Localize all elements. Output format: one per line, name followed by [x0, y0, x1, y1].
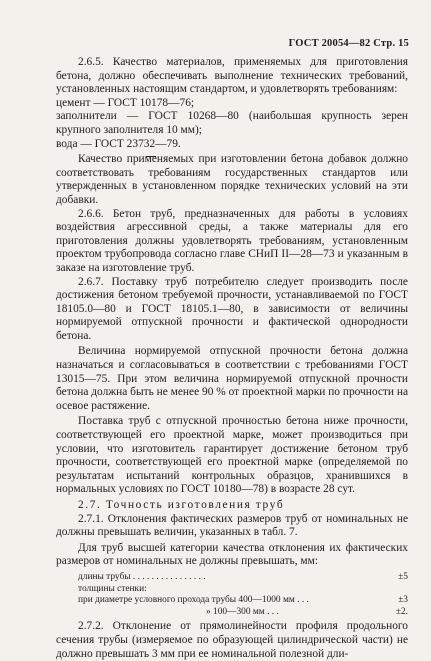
- tolerance-label: длины трубы . . . . . . . . . . . . . . . .: [78, 571, 206, 582]
- section-heading-2-7: 2.7. Точность изготовления труб: [78, 499, 285, 511]
- tolerance-label: » 100—300 мм . . .: [206, 606, 279, 617]
- tolerance-value: ±2.: [395, 606, 408, 617]
- paragraph-2-6-7: 2.6.7. Поставку труб потребителю следует производить после достижения бетоном требуемой прочности, устанавливаемой по ГОСТ 18105.0—80 и ГОСТ 18105.1—80, в зависимости от величины нормируемой отпускной прочности и фактической однородности бетона.: [56, 275, 408, 342]
- paragraph-2-7-2: 2.7.2. Отклонение от прямолинейности профиля продольного сечения трубы (измеряемое по образующей цилиндрической части) не должно превышать 3 мм при ее номинальной полезной дли-: [56, 620, 408, 660]
- paragraph-2-6-6: 2.6.6. Бетон труб, предназначенных для работы в условиях воздействия агрессивной среды, а также материалы для его приготовления должны удовлетворять требованиям, установленным проектом трубопровода согласно главе СНиП II—28—73 и указанным в заказе на изготовление труб.: [56, 207, 408, 274]
- tolerance-label: толщины стенки:: [78, 583, 147, 594]
- paragraph-top-category: Для труб высшей категории качества отклонения их фактических размеров от номинальных не должны превышать, мм:: [56, 541, 408, 568]
- document-body: [56, 56, 408, 661]
- tolerance-row: [56, 584, 408, 596]
- scan-mark: [146, 156, 156, 157]
- paragraph-additives: Качество применяемых при изготовлении бетона добавок должно соответствовать требованиям государственных стандартов или утвержденных в установленном порядке технических условий на эти добавки.: [56, 153, 408, 206]
- tolerance-label: при диаметре условного прохода трубы 400—1000 мм . . .: [78, 595, 309, 606]
- tolerance-list: [56, 572, 408, 618]
- paragraph-delivery: Поставка труб с отпускной прочностью бетона ниже прочности, соответствующей его проектной марке, может производиться при условии, что изготовитель гарантирует достижение бетоном труб прочности, соответствующей его проектной марке (определяемой по результатам испытаний контрольных образцов, хранившихся в нормальных условиях по ГОСТ 10180—78) в возрасте 28 сут.: [56, 415, 408, 496]
- tolerance-value: ±3: [398, 595, 408, 606]
- tolerance-row: [56, 595, 408, 607]
- paragraph-release-strength: Величина нормируемой отпускной прочности бетона должна назначаться и согласовываться в соответствии с требованиями ГОСТ 13015—75. При этом величина нормируемой отпускной прочности бетона должна быть не менее 90 % от проектной марки по прочности на осевое растяжение.: [56, 345, 408, 412]
- paragraph-cement: цемент — ГОСТ 10178—76;: [56, 96, 195, 109]
- paragraph-aggregates: заполнители — ГОСТ 10268—80 (наибольшая крупность зерен крупного заполнителя 10 мм);: [56, 110, 408, 136]
- page-header: ГОСТ 20054—82 Стр. 15: [288, 38, 409, 49]
- tolerance-value: [384, 584, 408, 596]
- paragraph-water: вода — ГОСТ 23732—79.: [56, 137, 181, 150]
- tolerance-row: [56, 607, 408, 619]
- paragraph-2-6-5: 2.6.5. Качество материалов, применяемых для приготовления бетона, должно обеспечивать выполнение технических требований, установленных настоящим стандартом, и удовлетворять требованиям:: [56, 56, 408, 96]
- tolerance-value: ±5: [398, 571, 408, 582]
- tolerance-row: [56, 572, 408, 584]
- paragraph-2-7-1: 2.7.1. Отклонения фактических размеров труб от номинальных не должны превышать величин, указанных в табл. 7.: [56, 512, 408, 539]
